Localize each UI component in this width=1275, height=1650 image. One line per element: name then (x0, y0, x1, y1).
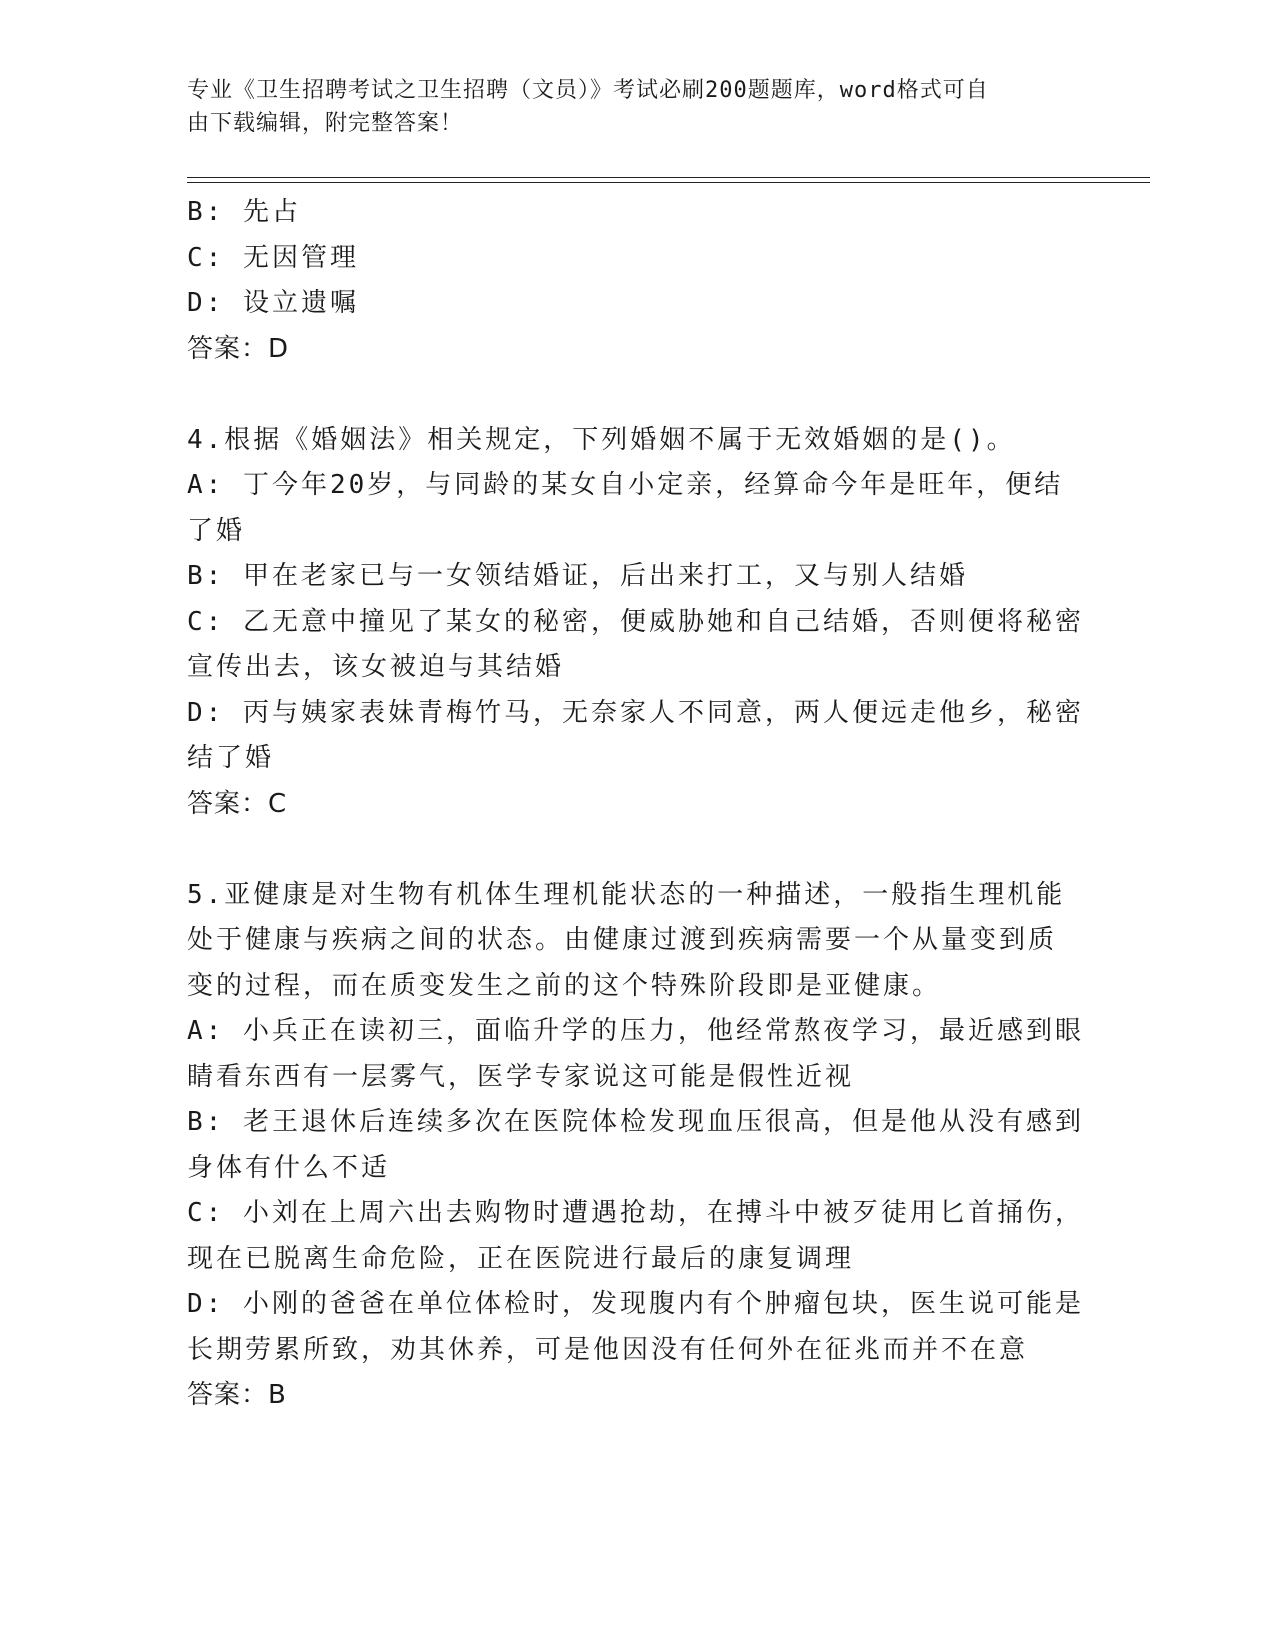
q5-option-d: D: 小刚的爸爸在单位体检时，发现腹内有个肿瘤包块，医生说可能是 (187, 1289, 1084, 1319)
q4-option-d-cont: 结了婚 (187, 743, 275, 773)
q4-option-a-cont: 了婚 (187, 515, 246, 546)
spacer (187, 827, 1087, 873)
page-header (187, 74, 1067, 140)
question-5 (187, 873, 1087, 1419)
q5-option-b: B: 老王退休后连续多次在医院体检发现血压很高，但是他从没有感到 (187, 1107, 1084, 1137)
q4-option-a: A: 丁今年20岁，与同龄的某女自小定亲，经算命今年是旺年，便结 (187, 470, 1064, 500)
q5-option-c-cont: 现在已脱离生命危险，正在医院进行最后的康复调理 (187, 1243, 855, 1274)
question-4 (187, 418, 1087, 828)
header-line-2: 由下载编辑，附完整答案！ (187, 111, 464, 136)
q4-answer: 答案：C (187, 788, 288, 819)
q5-answer: 答案：B (187, 1380, 287, 1410)
q4-option-c-cont: 宣传出去，该女被迫与其结婚 (187, 652, 565, 682)
q5-stem-cont-1: 处于健康与疾病之间的状态。由健康过渡到疾病需要一个从量变到质 (187, 925, 1058, 955)
header-rule-bottom (187, 182, 1150, 183)
question-content (187, 190, 1087, 1419)
q5-option-a: A: 小兵正在读初三，面临升学的压力，他经常熬夜学习，最近感到眼 (187, 1016, 1084, 1046)
q3-answer: 答案：D (187, 333, 290, 364)
q5-stem: 5.亚健康是对生物有机体生理机能状态的一种描述，一般指生理机能 (187, 879, 1066, 910)
q4-stem: 4.根据《婚姻法》相关规定，下列婚姻不属于无效婚姻的是()。 (187, 424, 1016, 455)
q3-option-c: C: 无因管理 (187, 242, 359, 273)
q5-stem-cont-2: 变的过程，而在质变发生之前的这个特殊阶段即是亚健康。 (187, 970, 942, 1001)
q3-option-d: D: 设立遗嘱 (187, 288, 359, 318)
q5-option-b-cont: 身体有什么不适 (187, 1152, 391, 1183)
header-line-1: 专业《卫生招聘考试之卫生招聘（文员）》考试必刷200题题库，word格式可自 (187, 78, 989, 103)
q4-option-b: B: 甲在老家已与一女领结婚证，后出来打工，又与别人结婚 (187, 561, 968, 591)
q5-option-c: C: 小刘在上周六出去购物时遭遇抢劫，在搏斗中被歹徒用匕首捅伤， (187, 1198, 1084, 1228)
spacer (187, 372, 1087, 418)
q5-option-d-cont: 长期劳累所致，劝其休养，可是他因没有任何外在征兆而并不在意 (187, 1334, 1029, 1365)
q3-option-b: B: 先占 (187, 197, 301, 227)
question-3 (187, 190, 1087, 372)
q5-option-a-cont: 睛看东西有一层雾气，医学专家说这可能是假性近视 (187, 1061, 855, 1092)
q4-option-d: D: 丙与姨家表妹青梅竹马，无奈家人不同意，两人便远走他乡，秘密 (187, 697, 1084, 728)
header-rule-top (187, 177, 1150, 178)
q4-option-c: C: 乙无意中撞见了某女的秘密，便威胁她和自己结婚，否则便将秘密 (187, 606, 1084, 637)
